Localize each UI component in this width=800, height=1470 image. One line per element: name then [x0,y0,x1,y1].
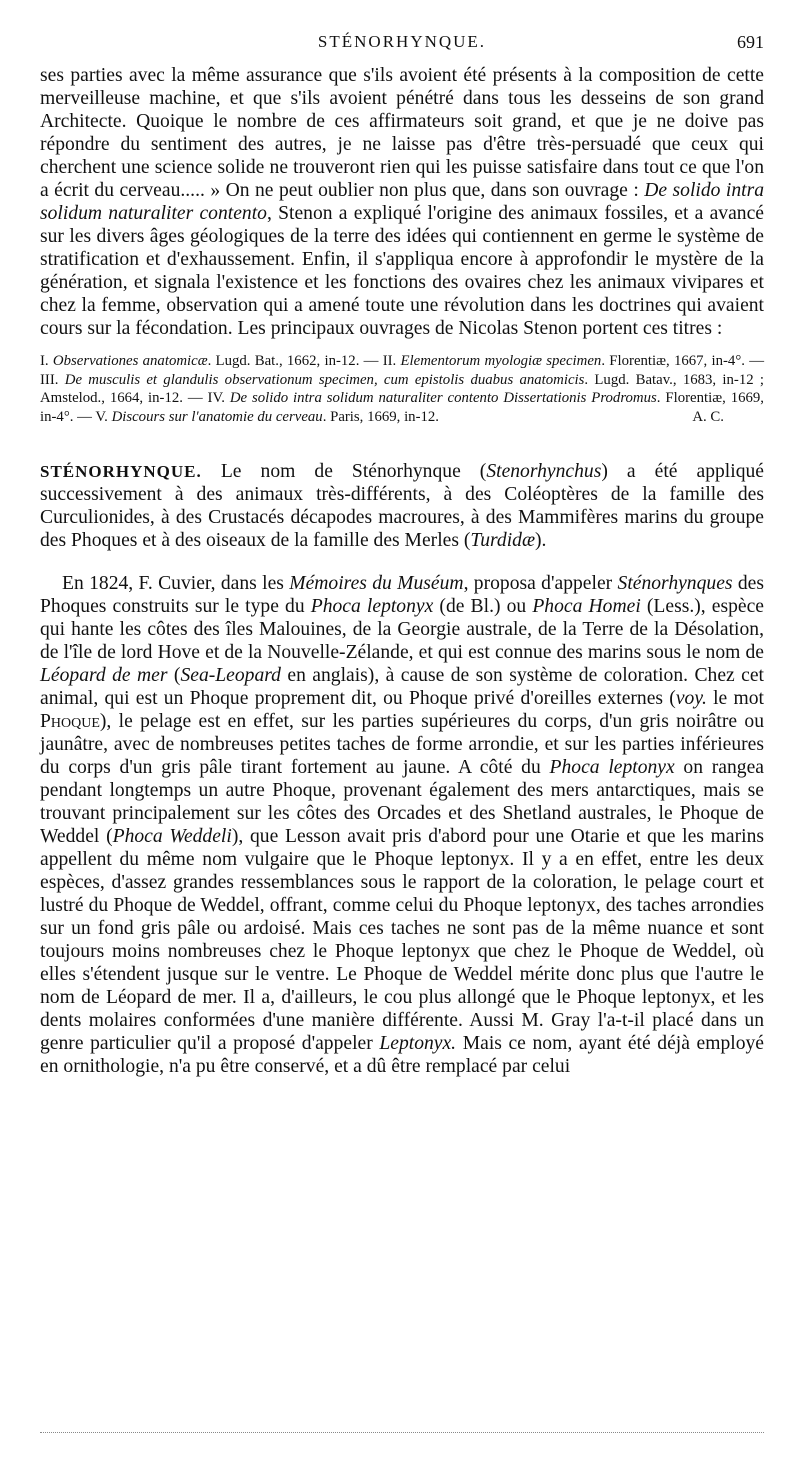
entry-text: Mais ce nom, ayant été déjà employé en ornithologie, n'a pu être conservé, et a dû être remplacé par celui [40,1032,764,1077]
entry-italic: Leptonyx. [379,1032,457,1054]
entry-headword: STÉNORHYNQUE. [40,462,202,481]
ref-number: I. [40,353,49,369]
entry-italic: Phoca Homei [532,595,641,617]
bibliography [40,352,764,426]
dictionary-entry [40,460,764,1078]
ref-details: . Lugd. Batav., 1683, in-12 ; Amstelod., 1664, in-12. — IV. [40,371,765,406]
paragraph-text: , Stenon a expliqué l'origine des animaux fossiles, et a avancé sur les divers âges géologiques de la terre des idées qui contiennent en germe le système de stratification et d'exhaussement. Enfin, il s'appliqua encore à approfondir le mystère de la génération, et signala l'existence et les fonctions des ovaires chez les animaux vivipares et chez la femme, observation qui a amené toute une révolution dans les doctrines qui avaient cours sur la fécondation. Les principaux ouvrages de Nicolas Stenon portent ces titres : [40,203,764,339]
ref-title: Observationes anatomicæ [52,353,208,369]
ref-title: Discours sur l'anatomie du cerveau [111,408,323,425]
entry-italic: Turdidæ [470,530,536,551]
entry-text: ) a été appliqué successivement à des animaux très-différents, à des Coléoptères de la famille des Curculionides, à des Crustacés décapodes macroures, à des Mammifères marins du groupe des Phoques et à des oiseaux de la famille des Merles ( [40,461,764,551]
entry-text: ), que Lesson avait pris d'abord pour une Otarie et que les marins appellent du même nom vulgaire que le Phoque leptonyx. Il y a en effet, entre les deux espèces, d'assez grandes ressemblances sous le rapport de la coloration, le pelage court et lustré du Phoque de Weddel, offrant, comme celui du Phoque leptonyx, des taches arrondies sur un fond gris pâle ou ardoisé. Mais ces taches ne sont pas de la même nuance et sont toujours moins nombreuses chez le Phoque leptonyx que chez le Phoque de Weddel, où elles s'étendent jusque sur le ventre. Le Phoque de Weddel mérite donc plus que l'autre le nom de Léopard de mer. Il a, d'ailleurs, le cou plus allongé que le Phoque leptonyx, et les dents molaires conformées d'une manière différente. Aussi M. Gray l'a-t-il placé dans un genre particulier qu'il a proposé d'appeler [40,825,764,1054]
running-title: STÉNORHYNQUE. [317,32,487,51]
work-title: De solido intra solidum naturaliter contento [40,180,765,224]
entry-text: le mot [706,687,764,709]
bottom-divider [40,1432,764,1433]
author-signature: A. C. [692,408,724,425]
entry-italic: Léopard de mer [40,664,168,686]
ref-title: De solido intra solidum naturaliter contento Dissertationis Prodromus [229,390,657,406]
entry-text: on rangea pendant longtemps un autre Phoque, provenant également des mers antarctiques, mais se trouvant principalement sur les côtes des Orcades et des Shetland australes, le Phoque de Weddel ( [40,756,764,847]
ref-title: Elementorum myologiæ specimen [400,353,602,369]
entry-text: En 1824, F. Cuvier, dans les [62,572,290,594]
entry-text: ), le pelage est en effet, sur les parties supérieures du corps, d'un gris noirâtre ou jaunâtre, avec de nombreuses petites taches de forme arrondie, et sur les parties inférieures du corps d'un gris pâle tirant fortement au jaune. A côté du [40,710,764,778]
paragraph-text: ses parties avec la même assurance que s'ils avoient été présents à la composition de cette merveilleuse machine, et que s'ils avoient pénétré dans tous les desseins de son grand Architecte. Quoique le nombre de ces affirmateurs soit grand, et que je ne doive pas répondre du sentiment des autres, je ne laisse pas d'être très-persuadé que ceux qui cherchent une science solide ne trouveront rien qui les puisse satisfaire dans tout ce que l'on a écrit du cerveau..... » On ne peut oublier non plus que, dans son ouvrage : [40,65,764,201]
entry-italic: voy. [675,687,707,709]
entry-text: (de Bl.) ou [433,595,533,617]
entry-italic: Phoca leptonyx [549,756,675,778]
entry-text: ( [167,664,181,686]
ref-title: De musculis et glandulis observationum specimen, cum epistolis duabus anatomicis [64,371,585,388]
ref-details: . Paris, 1669, in-12. [322,408,440,425]
entry-text: Le nom de Sténorhynque ( [201,461,487,482]
entry-text: , proposa d'appeler [463,572,618,594]
entry-italic: Sea-Leopard [180,664,281,686]
running-head [40,30,764,56]
entry-italic: Sténorhynques [617,572,733,594]
entry-italic: Mémoires du Muséum [289,572,464,594]
ref-details: . Florentiæ, 1667, in-4°. — III. [40,353,764,388]
entry-text: en anglais), à cause de son système de coloration. Chez cet animal, qui est un Phoque proprement dit, ou Phoque privé d'oreilles externes ( [40,664,764,709]
entry-italic: Phoca Weddeli [112,825,232,847]
ref-details: . Lugd. Bat., 1662, in-12. — II. [207,353,401,369]
ref-details: . Florentiæ, 1669, in-4°. — V. [40,390,764,425]
page-number: 691 [737,32,764,52]
continued-paragraph [40,64,764,340]
entry-text: des Phoques construits sur le type du [40,572,764,617]
entry-text: ). [535,530,547,551]
entry-italic: Stenorhynchus [486,461,602,482]
entry-text: (Less.), espèce qui hante les côtes des îles Malouines, de la Georgie australe, de la Terre de la Désolation, de l'île de lord Hove et de la Nouvelle-Zélande, et qui est connue des marins sous le nom de [40,595,764,663]
entry-smallcaps: Phoque [40,710,100,732]
entry-italic: Phoca leptonyx [310,595,434,617]
